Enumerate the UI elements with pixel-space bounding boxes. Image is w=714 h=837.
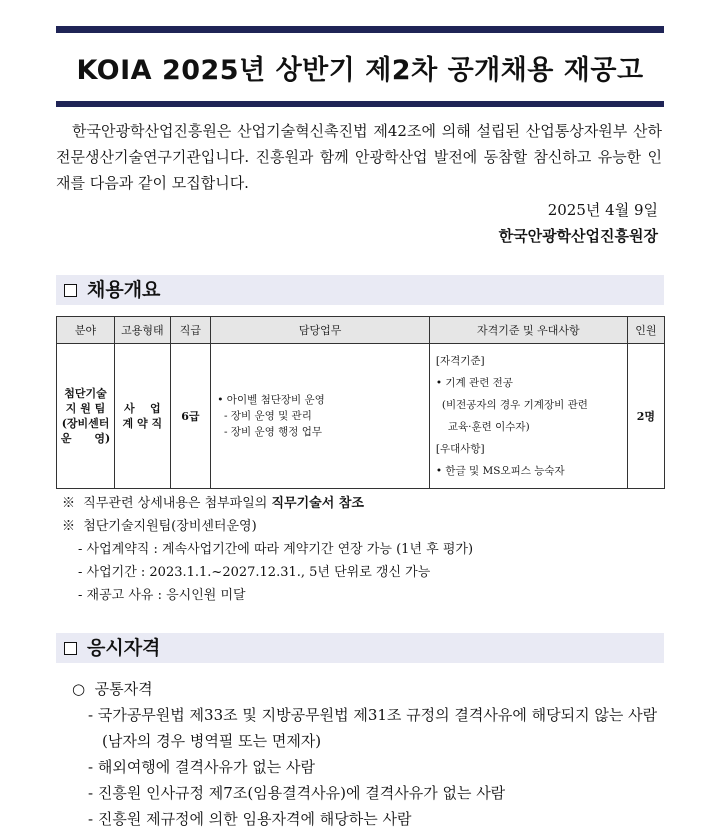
note-bold-text: 직무기술서 참조: [271, 496, 364, 511]
field-line: 지 원 팀: [65, 402, 106, 415]
note-mark: ※: [62, 496, 76, 511]
checkbox-square-icon: [64, 284, 77, 297]
note-item: [62, 492, 662, 515]
duty-line: - 장비 운영 행정 업무: [217, 426, 322, 438]
cell-headcount: 2명: [627, 344, 664, 489]
header-grade: 직급: [170, 317, 211, 344]
qual-line: • 한글 및 MS오피스 능숙자: [435, 465, 565, 477]
duty-line: - 장비 운영 및 관리: [217, 410, 312, 422]
note-text: 첨단기술지원팀(장비센터운영): [83, 519, 257, 534]
cell-grade: 6급: [170, 344, 211, 489]
note-item: [62, 515, 662, 538]
checkbox-square-icon: [64, 642, 77, 655]
eligibility-heading: ○ 공통자격: [72, 680, 153, 698]
eligibility-item: - 해외여행에 결격사유가 없는 사람: [88, 758, 316, 776]
eligibility-item: - 진흥원 제규정에 의한 임용자격에 해당하는 사람: [88, 810, 412, 828]
eligibility-item: - 진흥원 인사규정 제7조(임용결격사유)에 결격사유가 없는 사람: [88, 784, 506, 802]
header-headcount: 인원: [627, 317, 664, 344]
announcement-date: 2025년 4월 9일: [547, 201, 658, 219]
type-line: 사 업: [124, 402, 161, 415]
subnote-item: - 재공고 사유 : 응시인원 미달: [78, 588, 246, 603]
header-field: 분야: [57, 317, 115, 344]
subnote-item: - 사업계약직 : 계속사업기간에 따라 계약기간 연장 가능 (1년 후 평가): [78, 542, 474, 557]
cell-qualifications: [429, 344, 627, 489]
cell-field: [57, 344, 115, 489]
issuer-name: 한국안광학산업진흥원장: [498, 227, 658, 245]
duty-line: • 아이벨 첨단장비 운영: [217, 394, 325, 406]
title-bottom-rule: [56, 101, 664, 107]
table-row: [57, 344, 665, 489]
table-header-row: [57, 317, 665, 344]
top-rule: [56, 26, 664, 33]
qual-line: [우대사항]: [435, 443, 485, 455]
qual-line: • 기계 관련 전공: [435, 377, 513, 389]
header-qualifications: 자격기준 및 우대사항: [429, 317, 627, 344]
qual-line: [자격기준]: [435, 355, 485, 367]
field-line: 첨단기술: [64, 387, 107, 400]
cell-employment-type: [115, 344, 170, 489]
field-line: 운 영): [60, 432, 111, 445]
section-title: 채용개요: [87, 279, 161, 301]
recruitment-table: [56, 316, 665, 489]
note-mark: ※: [62, 519, 76, 534]
header-employment-type: 고용형태: [115, 317, 170, 344]
intro-paragraph: 한국안광학산업진흥원은 산업기술혁신촉진법 제42조에 의해 설립된 산업통상자원부 산하 전문생산기술연구기관입니다. 진흥원과 함께 안광학산업 발전에 동참할 참신하고 유능한 인재를 다음과 같이 모집합니다.: [56, 122, 662, 192]
section-title: 응시자격: [87, 637, 161, 659]
type-line: 계 약 직: [122, 417, 163, 430]
page-title: KOIA 2025년 상반기 제2차 공개채용 재공고: [76, 55, 644, 86]
note-text: 직무관련 상세내용은 첨부파일의: [83, 496, 272, 511]
qual-line: (비전공자의 경우 기계장비 관련: [441, 399, 588, 411]
section-heading-overview: [56, 275, 664, 305]
eligibility-item: - 국가공무원법 제33조 및 지방공무원법 제31조 규정의 결격사유에 해당되지 않는 사람(남자의 경우 병역필 또는 면제자): [88, 706, 658, 750]
qual-line: 교육·훈련 이수자): [447, 421, 530, 433]
notes-block: [62, 492, 662, 607]
header-duties: 담당업무: [211, 317, 430, 344]
eligibility-list: [72, 676, 664, 832]
field-line: (장비센터: [61, 417, 110, 430]
subnote-item: - 사업기간 : 2023.1.1.~2027.12.31., 5년 단위로 갱신 가능: [78, 565, 431, 580]
section-heading-eligibility: [56, 633, 664, 663]
cell-duties: [211, 344, 430, 489]
